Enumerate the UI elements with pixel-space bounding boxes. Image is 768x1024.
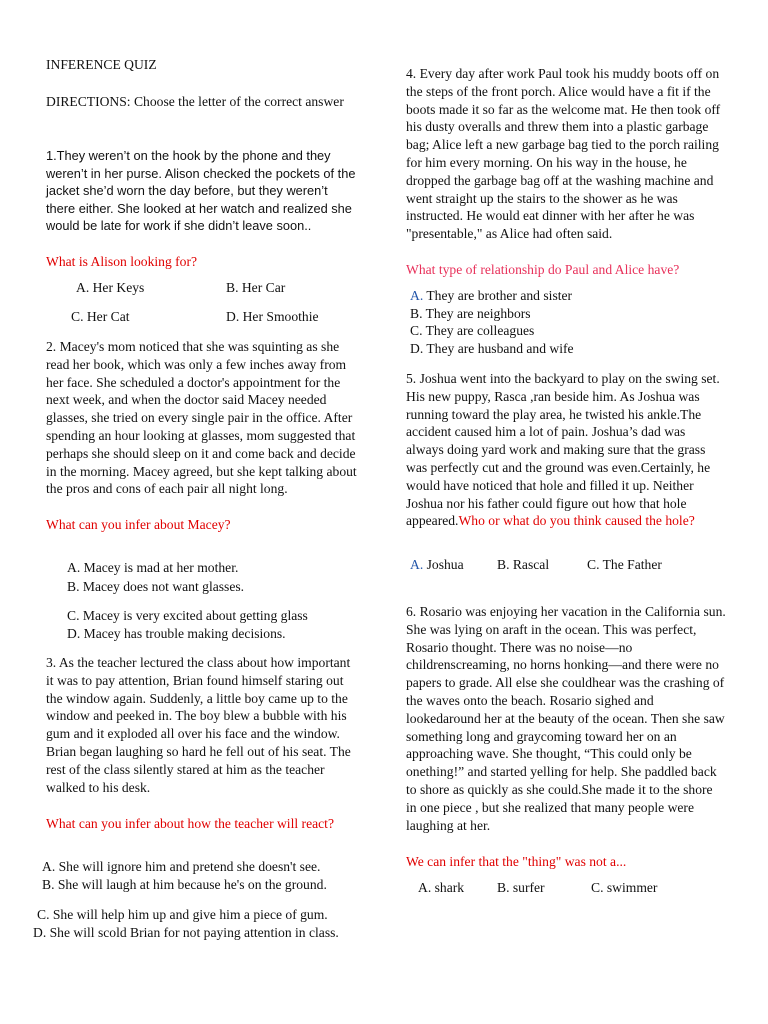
question-4-option-b[interactable] [410, 305, 574, 323]
question-1-option-d[interactable]: D. Her Smoothie [226, 309, 319, 324]
directions-text: DIRECTIONS: Choose the letter of the correct answer [46, 94, 344, 109]
question-5-text: 5. Joshua went into the backyard to play on the swing set. His new puppy, Rasca ,ran beside him. As Joshua was running toward the play area, he twisted his ankle.The accident caused him a lot of pain. Joshua’s dad was always doing yard work and making sure that the grass was perfectly cut and the ground was even.Certainly, he would have noticed that hole and filled it up. Neither Joshua nor his father could figure out how that hole appeared. [406, 371, 720, 529]
option-text: They are brother and sister [426, 288, 573, 303]
question-1-option-b[interactable]: B. Her Car [226, 280, 286, 295]
question-2-option-a[interactable]: A. Macey is mad at her mother. [67, 560, 239, 575]
question-3-passage: 3. As the teacher lectured the class about how important it was to pay attention, Brian found himself staring out the window again. Suddenly, a little boy came up to the window and peeked in. The boy blew a bubble with his gum and it exploded all over his face and the window. Brian began laughing so hard he fell out of his seat. The rest of the class silently stared at him as the teacher walked to his desk. [46, 655, 351, 795]
option-text: They are neighbors [425, 305, 531, 321]
question-2-option-b[interactable]: B. Macey does not want glasses. [67, 579, 245, 594]
option-text: They are colleagues [425, 323, 535, 339]
question-3-option-c[interactable]: C. She will help him up and give him a piece of gum. [37, 907, 328, 922]
question-5-passage [406, 370, 724, 530]
question-5-option-c[interactable]: C. The Father [587, 557, 662, 572]
question-1-passage: 1.They weren’t on the hook by the phone and they weren’t in her purse. Alison checked the pockets of the jacket she’d worn the day before, but they weren’t there either. She looked at her watch and realized she would be late for work if she didn’t leave soon.. [46, 148, 356, 234]
question-1-prompt: What is Alison looking for? [46, 254, 198, 269]
option-letter: D. [410, 340, 424, 356]
question-6-option-a[interactable]: A. shark [418, 880, 465, 895]
question-4-option-a[interactable] [410, 287, 574, 305]
option-letter: C. [410, 323, 423, 339]
question-4-option-c[interactable] [410, 322, 574, 340]
option-text: Joshua [426, 557, 464, 572]
question-4-option-d[interactable] [410, 340, 574, 358]
question-1-option-c[interactable]: C. Her Cat [71, 309, 130, 324]
question-4-passage: 4. Every day after work Paul took his muddy boots off on the steps of the front porch. Alice would have a fit if the boots made it so far as the welcome mat. He then took off his dusty overalls and threw them into a plastic garbage bag; Alice left a new garbage bag tied to the porch railing for him every morning. On his way in the house, he dropped the garbage bag off at the washing machine and went straight up the stairs to the shower as he was instructed. He would eat dinner with her after he was "presentable," as Alice had often said. [406, 66, 721, 242]
question-2-option-c[interactable]: C. Macey is very excited about getting glass [67, 608, 308, 623]
option-letter: A. [410, 288, 424, 303]
option-letter: A. [410, 557, 424, 572]
question-5-option-b[interactable]: B. Rascal [497, 557, 550, 572]
question-6-prompt: We can infer that the "thing" was not a... [406, 854, 627, 869]
question-2-option-d[interactable]: D. Macey has trouble making decisions. [67, 626, 286, 641]
question-2-prompt: What can you infer about Macey? [46, 517, 231, 532]
question-3-prompt: What can you infer about how the teacher will react? [46, 816, 334, 831]
question-3-option-b[interactable]: B. She will laugh at him because he's on the ground. [42, 877, 327, 892]
question-5-prompt: Who or what do you think caused the hole? [458, 513, 695, 529]
question-3-option-d[interactable]: D. She will scold Brian for not paying attention in class. [33, 925, 339, 940]
quiz-title: INFERENCE QUIZ [46, 57, 157, 72]
question-5-option-a[interactable] [410, 556, 464, 574]
question-1-option-a[interactable]: A. Her Keys [76, 280, 145, 295]
question-6-option-b[interactable]: B. surfer [497, 880, 545, 895]
question-6-passage: 6. Rosario was enjoying her vacation in the California sun. She was lying on araft in the ocean. This was perfect, Rosario thought. There was no noise—no childrenscreaming, no horns honking—and there were no papers to grade. All else she couldhear was the crashing of the waves onto the beach. Rosario sighed and lookedaround her at the beauty of the ocean. Then she saw something long and graycoming toward her on an approaching wave. She thought, “This could only be onething!” and started yelling for help. She paddled back to shore as quickly as she could.She made it to the shore in one piece , but she realized that many people were laughing at her. [406, 604, 726, 833]
question-4-prompt: What type of relationship do Paul and Alice have? [406, 262, 680, 277]
question-3-option-a[interactable]: A. She will ignore him and pretend she doesn't see. [42, 859, 321, 874]
question-4-options [410, 287, 574, 357]
question-2-passage: 2. Macey's mom noticed that she was squinting as she read her book, which was only a few inches away from her face. She scheduled a doctor's appointment for the next week, and when the doctor said Macey needed glasses, she tried on every single pair in the office. After spending an hour looking at glasses, mom suggested that perhaps she should sleep on it and come back and decide in the morning. Macey agreed, but she kept talking about the pros and cons of each pair all night long. [46, 339, 357, 497]
option-text: They are husband and wife [426, 340, 574, 356]
question-6-option-c[interactable]: C. swimmer [591, 880, 658, 895]
option-letter: B. [410, 305, 423, 321]
